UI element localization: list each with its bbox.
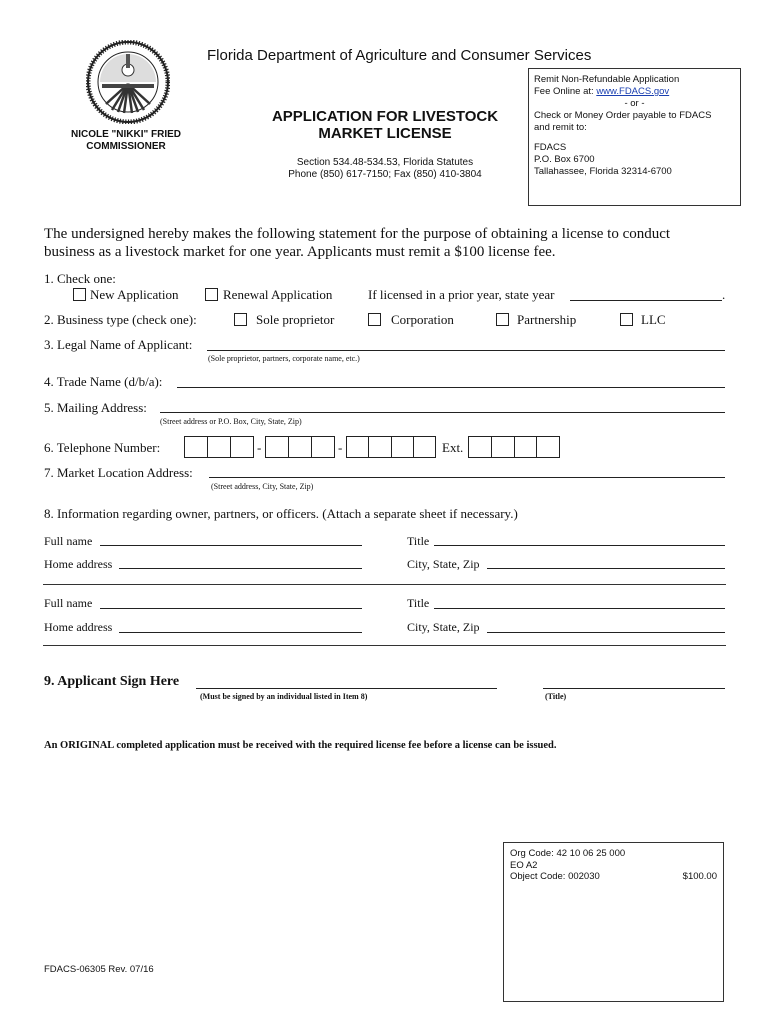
remit-line3: Check or Money Order payable to FDACS (534, 110, 712, 121)
item2-label: 2. Business type (check one): (44, 312, 197, 327)
city-state-zip-label-1: City, State, Zip (407, 557, 480, 571)
intro-line1: The undersigned hereby makes the following statement for the purpose of obtaining a license to conduct (44, 226, 671, 242)
org-code-box (503, 842, 724, 1002)
city-state-zip-label-2: City, State, Zip (407, 620, 480, 634)
sole-proprietor-label: Sole proprietor (256, 312, 335, 327)
extension-boxes[interactable] (468, 436, 560, 458)
home-address-label-1: Home address (44, 557, 113, 571)
full-name-field-2[interactable] (100, 608, 362, 609)
title-label-2: Title (407, 596, 430, 610)
market-location-field[interactable] (209, 477, 725, 478)
signature-hint: (Must be signed by an individual listed in Item 8) (200, 692, 368, 701)
remit-addr1: FDACS (534, 142, 567, 153)
signer-title-hint: (Title) (545, 692, 567, 701)
ext-label: Ext. (442, 440, 464, 455)
new-application-label: New Application (90, 287, 179, 302)
llc-checkbox[interactable] (620, 313, 633, 326)
remit-or: - or - (624, 98, 645, 109)
object-code: Object Code: 002030 (510, 871, 600, 882)
item7-label: 7. Market Location Address: (44, 465, 193, 480)
legal-name-field[interactable] (207, 350, 725, 351)
fee-amount: $100.00 (682, 871, 717, 882)
object-code-row (510, 871, 717, 883)
item9-label: 9. Applicant Sign Here (44, 674, 180, 689)
item8-label: 8. Information regarding owner, partners, or officers. (Attach a separate sheet if necessary.) (44, 506, 518, 521)
home-address-field-2[interactable] (119, 632, 362, 633)
phone-dash-1: - (257, 440, 262, 455)
sole-proprietor-checkbox[interactable] (234, 313, 247, 326)
signer-title-field[interactable] (543, 688, 725, 689)
item5-label: 5. Mailing Address: (44, 400, 147, 415)
full-name-label-2: Full name (44, 596, 93, 610)
city-state-zip-field-1[interactable] (487, 568, 725, 569)
full-name-field-1[interactable] (100, 545, 362, 546)
mailing-address-hint: (Street address or P.O. Box, City, State, Zip) (160, 417, 302, 426)
home-address-field-1[interactable] (119, 568, 362, 569)
original-notice: An ORIGINAL completed application must be received with the required license fee before a license can be issued. (44, 740, 557, 751)
item3-label: 3. Legal Name of Applicant: (44, 337, 193, 352)
prior-year-field[interactable] (570, 300, 722, 301)
title-field-2[interactable] (434, 608, 725, 609)
item6-label: 6. Telephone Number: (44, 440, 161, 455)
remit-prefix: Fee Online at: (534, 86, 597, 97)
contact-text: Phone (850) 617-7150; Fax (850) 410-3804 (288, 169, 482, 180)
legal-name-hint: (Sole proprietor, partners, corporate name, etc.) (208, 354, 360, 363)
form-title-line1: APPLICATION FOR LIVESTOCK (271, 108, 499, 125)
state-seal-icon (86, 40, 170, 124)
section-divider-1 (43, 584, 726, 585)
phone-dash-2: - (338, 440, 343, 455)
market-location-hint: (Street address, City, State, Zip) (211, 482, 314, 491)
remit-line4: and remit to: (534, 122, 587, 133)
trade-name-field[interactable] (177, 387, 725, 388)
partnership-label: Partnership (517, 312, 577, 327)
remit-line1: Remit Non-Refundable Application (534, 74, 680, 85)
full-name-label-1: Full name (44, 534, 93, 548)
remit-line2 (534, 86, 735, 98)
agency-name: Florida Department of Agriculture and Consumer Services (207, 47, 592, 64)
area-code-boxes[interactable] (184, 436, 254, 458)
renewal-application-label: Renewal Application (223, 287, 333, 302)
form-title-line2: MARKET LICENSE (318, 125, 452, 142)
org-code: Org Code: 42 10 06 25 000 (510, 848, 626, 859)
eo-code: EO A2 (510, 859, 538, 871)
new-application-checkbox[interactable] (73, 288, 86, 301)
title-field-1[interactable] (434, 545, 725, 546)
intro-line2: business as a livestock market for one year. Applicants must remit a $100 license fee. (44, 244, 556, 260)
item1-label: 1. Check one: (44, 271, 116, 286)
prior-year-label: If licensed in a prior year, state year (368, 287, 555, 302)
remit-addr3: Tallahassee, Florida 32314-6700 (534, 166, 672, 177)
statute-text: Section 534.48-534.53, Florida Statutes (296, 157, 474, 168)
signature-field[interactable] (196, 688, 497, 689)
remit-addr2: P.O. Box 6700 (534, 154, 595, 165)
city-state-zip-field-2[interactable] (487, 632, 725, 633)
corporation-label: Corporation (391, 312, 454, 327)
commissioner-name: NICOLE "NIKKI" FRIED (70, 129, 182, 140)
corporation-checkbox[interactable] (368, 313, 381, 326)
partnership-checkbox[interactable] (496, 313, 509, 326)
item4-label: 4. Trade Name (d/b/a): (44, 374, 163, 389)
fdacs-link[interactable]: www.FDACS.gov (596, 86, 670, 97)
home-address-label-2: Home address (44, 620, 113, 634)
mailing-address-field[interactable] (160, 412, 725, 413)
prior-year-period: . (722, 287, 726, 302)
renewal-application-checkbox[interactable] (205, 288, 218, 301)
commissioner-title: COMMISSIONER (86, 141, 166, 152)
line-number-boxes[interactable] (346, 436, 436, 458)
section-divider-2 (43, 645, 726, 646)
form-number: FDACS-06305 Rev. 07/16 (44, 964, 154, 975)
remit-box (528, 68, 741, 206)
prefix-boxes[interactable] (265, 436, 335, 458)
title-label-1: Title (407, 534, 430, 548)
llc-label: LLC (641, 312, 666, 327)
